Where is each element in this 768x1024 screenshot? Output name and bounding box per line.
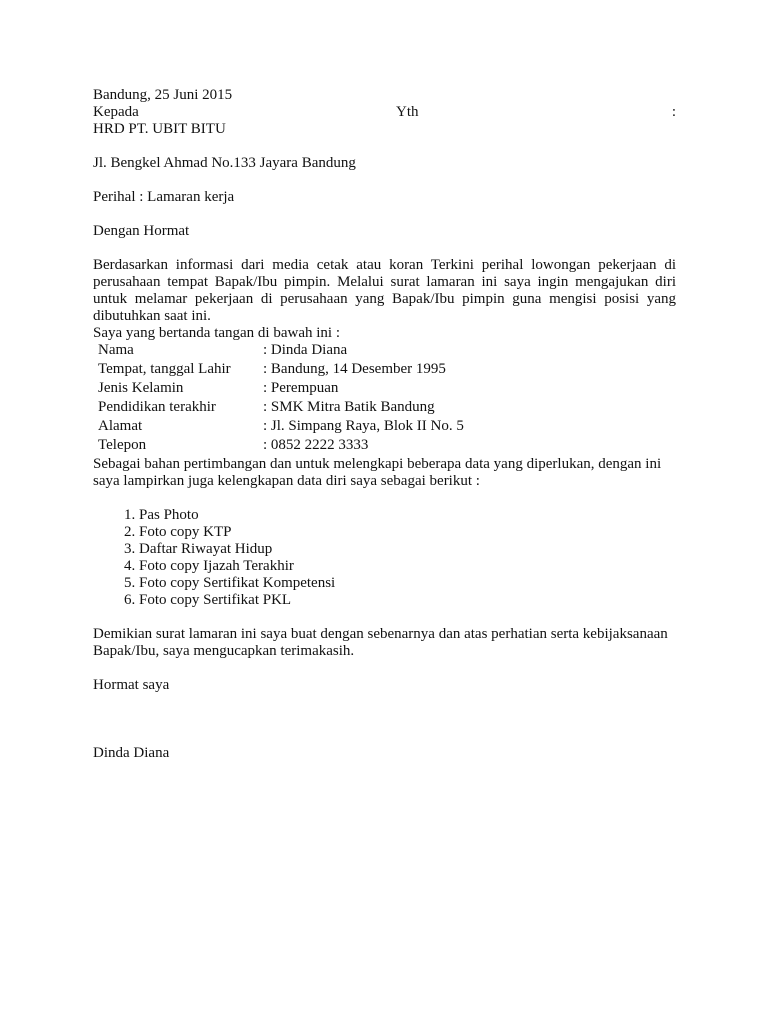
- identity-label: Telepon: [98, 437, 147, 453]
- letter-page: [93, 87, 676, 762]
- identity-value: : Bandung, 14 Desember 1995: [263, 361, 446, 377]
- identity-label: Jenis Kelamin: [98, 380, 184, 396]
- attachment-list: [93, 507, 676, 609]
- identity-value: : SMK Mitra Batik Bandung: [263, 399, 435, 415]
- identity-label: Pendidikan terakhir: [98, 399, 216, 415]
- signer-name: Dinda Diana: [93, 745, 170, 761]
- attachment-item: 6. Foto copy Sertifikat PKL: [139, 592, 676, 609]
- identity-value: : Jl. Simpang Raya, Blok II No. 5: [263, 418, 464, 434]
- greeting: Dengan Hormat: [93, 223, 190, 239]
- yth-label: Yth: [396, 104, 419, 120]
- attachment-item: 4. Foto copy Ijazah Terakhir: [139, 558, 676, 575]
- identity-row: [98, 418, 464, 437]
- closing-paragraph: Demikian surat lamaran ini saya buat dengan sebenarnya dan atas perhatian serta kebijaksanaan Bapak/Ibu, saya mengucapkan terimakasih.: [93, 626, 668, 659]
- identity-value: : 0852 2222 3333: [263, 437, 369, 453]
- attachment-intro: Sebagai bahan pertimbangan dan untuk melengkapi beberapa data yang diperlukan, dengan ini saya lampirkan juga kelengkapan data diri saya sebagai berikut :: [93, 456, 662, 489]
- signer-intro: Saya yang bertanda tangan di bawah ini :: [93, 325, 341, 341]
- identity-label: Alamat: [98, 418, 143, 434]
- identity-label: Tempat, tanggal Lahir: [98, 361, 231, 377]
- date-line: Bandung, 25 Juni 2015: [93, 87, 233, 103]
- subject-line: Perihal : Lamaran kerja: [93, 189, 235, 205]
- intro-paragraph: Berdasarkan informasi dari media cetak atau koran Terkini perihal lowongan pekerjaan di perusahaan tempat Bapak/Ibu pimpin. Melalui surat lamaran ini saya ingin mengajukan diri untuk melamar pekerjaan di perusahaan yang Bapak/Ibu pimpin guna mengisi posisi yang dibutuhkan saat ini.: [93, 257, 676, 324]
- identity-row: [98, 399, 464, 418]
- identity-row: [98, 342, 464, 361]
- recipient-address: Jl. Bengkel Ahmad No.133 Jayara Bandung: [93, 155, 356, 171]
- kepada-label: Kepada: [93, 104, 139, 120]
- identity-value: : Perempuan: [263, 380, 339, 396]
- identity-row: [98, 380, 464, 399]
- colon-mark: :: [671, 104, 676, 120]
- attachment-item: 5. Foto copy Sertifikat Kompetensi: [139, 575, 676, 592]
- identity-value: : Dinda Diana: [263, 342, 348, 358]
- addressee-line: [93, 104, 676, 121]
- attachment-item: 2. Foto copy KTP: [139, 524, 676, 541]
- attachment-item: 1. Pas Photo: [139, 507, 676, 524]
- identity-row: [98, 437, 464, 456]
- identity-label: Nama: [98, 342, 134, 358]
- identity-row: [98, 361, 464, 380]
- identity-table: [98, 342, 464, 456]
- attachment-item: 3. Daftar Riwayat Hidup: [139, 541, 676, 558]
- recipient-name: HRD PT. UBIT BITU: [93, 121, 226, 137]
- sign-off: Hormat saya: [93, 677, 170, 693]
